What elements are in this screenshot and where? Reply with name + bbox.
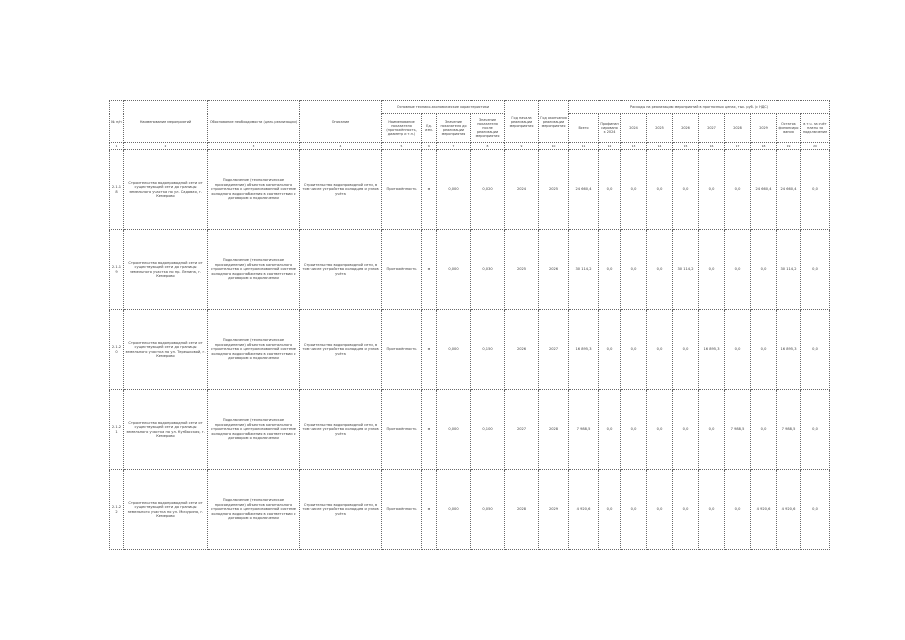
row-cost-2026: 0,0 xyxy=(673,470,699,550)
column-number: 17 xyxy=(725,143,751,150)
row-cost-2026: 0,0 xyxy=(673,150,699,230)
column-number-row xyxy=(110,143,830,150)
table-row xyxy=(110,390,830,470)
row-after: 0,150 xyxy=(471,310,505,390)
row-rest: 4 920,6 xyxy=(777,470,801,550)
header-tech-unit: Ед. изм. xyxy=(422,114,437,143)
row-goal: Подключение (технологическое присоединение) объектов капитального строительства к централизованной системе холодного водоснабжения в соответствии с договором о подключении xyxy=(208,230,300,310)
row-after: 0,030 xyxy=(471,230,505,310)
row-name: Строительство водопроводной сети от существующей сети до границы земельного участка по ул. Кузбасская, г. Кемерово xyxy=(124,390,208,470)
row-name: Строительство водопроводной сети от существующей сети до границы земельного участка по пр. Ленина, г. Кемерово xyxy=(124,230,208,310)
column-number: 16 xyxy=(699,143,725,150)
column-number: 9 xyxy=(505,143,539,150)
row-cost-2029: 24 660,4 xyxy=(751,150,777,230)
row-financed: 0,0 xyxy=(599,150,621,230)
row-financed: 0,0 xyxy=(599,470,621,550)
row-number: 2.1.22 xyxy=(110,470,124,550)
column-number: 1 xyxy=(110,143,124,150)
row-total: 16 895,3 xyxy=(569,310,599,390)
row-year-start: 2025 xyxy=(505,230,539,310)
row-connection: 0,0 xyxy=(801,390,830,470)
header-cost-2029: 2029 xyxy=(751,114,777,143)
row-cost-2029: 0,0 xyxy=(751,390,777,470)
row-cost-2025: 0,0 xyxy=(647,470,673,550)
row-cost-2025: 0,0 xyxy=(647,390,673,470)
row-cost-2028: 0,0 xyxy=(725,230,751,310)
row-cost-2027: 16 895,3 xyxy=(699,310,725,390)
header-num: № п/п xyxy=(110,101,124,143)
row-cost-2025: 0,0 xyxy=(647,310,673,390)
row-financed: 0,0 xyxy=(599,230,621,310)
investment-program-table xyxy=(109,100,830,550)
header-cost-2027: 2027 xyxy=(699,114,725,143)
header-cost-group: Расходы на реализацию мероприятий в прогнозных ценах, тыс. руб. (с НДС) xyxy=(569,101,830,114)
row-cost-2027: 0,0 xyxy=(699,230,725,310)
row-param: Протяжённость xyxy=(382,310,422,390)
table-row xyxy=(110,150,830,230)
row-year-end: 2026 xyxy=(539,230,569,310)
table-row xyxy=(110,470,830,550)
column-number: 2 xyxy=(124,143,208,150)
row-year-start: 2024 xyxy=(505,150,539,230)
row-unit: м xyxy=(422,150,437,230)
column-number: 18 xyxy=(751,143,777,150)
row-rest: 7 988,5 xyxy=(777,390,801,470)
row-total: 7 988,5 xyxy=(569,390,599,470)
header-row-group xyxy=(110,101,830,114)
column-number: 5 xyxy=(382,143,422,150)
column-number: 10 xyxy=(539,143,569,150)
header-cost-financed: Профинансировано к 2024 xyxy=(599,114,621,143)
column-number: 12 xyxy=(599,143,621,150)
row-cost-2027: 0,0 xyxy=(699,150,725,230)
row-cost-2028: 0,0 xyxy=(725,310,751,390)
row-after: 0,050 xyxy=(471,470,505,550)
row-cost-2028: 0,0 xyxy=(725,470,751,550)
row-name: Строительство водопроводной сети от существующей сети до границы земельного участка по ул. Мичурина, г. Кемерово xyxy=(124,470,208,550)
row-connection: 0,0 xyxy=(801,310,830,390)
row-description: Строительство водопроводной сети, в том числе устройство колодцев и узлов учёта xyxy=(300,230,382,310)
row-year-start: 2028 xyxy=(505,470,539,550)
row-total: 4 920,6 xyxy=(569,470,599,550)
row-param: Протяжённость xyxy=(382,150,422,230)
header-cost-2024: 2024 xyxy=(621,114,647,143)
row-before: 0,000 xyxy=(437,310,471,390)
row-financed: 0,0 xyxy=(599,310,621,390)
row-unit: м xyxy=(422,230,437,310)
row-description: Строительство водопроводной сети, в том числе устройство колодцев и узлов учёта xyxy=(300,150,382,230)
row-year-end: 2025 xyxy=(539,150,569,230)
column-number: 8 xyxy=(471,143,505,150)
header-cost-2028: 2028 xyxy=(725,114,751,143)
header-year-end: Год окончания реализации мероприятия xyxy=(539,101,569,143)
row-number: 2.1.21 xyxy=(110,390,124,470)
row-goal: Подключение (технологическое присоединение) объектов капитального строительства к централизованной системе холодного водоснабжения в соответствии с договором о подключении xyxy=(208,470,300,550)
row-unit: м xyxy=(422,310,437,390)
row-name: Строительство водопроводной сети от существующей сети до границы земельного участка по ул. Садовая, г. Кемерово xyxy=(124,150,208,230)
row-param: Протяжённость xyxy=(382,230,422,310)
header-tech-after: Значение показателя после реализации мероприятия xyxy=(471,114,505,143)
row-cost-2029: 0,0 xyxy=(751,310,777,390)
header-description: Описание xyxy=(300,101,382,143)
row-cost-2028: 0,0 xyxy=(725,150,751,230)
row-before: 0,000 xyxy=(437,230,471,310)
row-description: Строительство водопроводной сети, в том числе устройство колодцев и узлов учёта xyxy=(300,310,382,390)
row-rest: 30 114,2 xyxy=(777,230,801,310)
row-description: Строительство водопроводной сети, в том числе устройство колодцев и узлов учёта xyxy=(300,390,382,470)
row-after: 0,100 xyxy=(471,390,505,470)
header-name: Наименование мероприятий xyxy=(124,101,208,143)
row-number: 2.1.19 xyxy=(110,230,124,310)
row-goal: Подключение (технологическое присоединение) объектов капитального строительства к централизованной системе холодного водоснабжения в соответствии с договором о подключении xyxy=(208,390,300,470)
row-rest: 16 895,3 xyxy=(777,310,801,390)
row-connection: 0,0 xyxy=(801,150,830,230)
row-cost-2026: 0,0 xyxy=(673,310,699,390)
column-number: 13 xyxy=(621,143,647,150)
header-tech-param: Наименование показателя (протяжённость, диаметр и т.п.) xyxy=(382,114,422,143)
row-cost-2024: 0,0 xyxy=(621,150,647,230)
column-number: 11 xyxy=(569,143,599,150)
row-number: 2.1.20 xyxy=(110,310,124,390)
header-cost-total: Всего xyxy=(569,114,599,143)
row-total: 24 660,4 xyxy=(569,150,599,230)
row-cost-2026: 0,0 xyxy=(673,390,699,470)
header-goal: Обоснование необходимости (цель реализации) xyxy=(208,101,300,143)
row-year-end: 2028 xyxy=(539,390,569,470)
row-unit: м xyxy=(422,470,437,550)
row-connection: 0,0 xyxy=(801,470,830,550)
column-number: 4 xyxy=(300,143,382,150)
column-number: 3 xyxy=(208,143,300,150)
row-year-start: 2026 xyxy=(505,310,539,390)
header-cost-connection: в т.ч. за счёт платы за подключение xyxy=(801,114,830,143)
header-tech-group: Основные технико-экономические характеристики xyxy=(382,101,505,114)
header-cost-2026: 2026 xyxy=(673,114,699,143)
row-goal: Подключение (технологическое присоединение) объектов капитального строительства к централизованной системе холодного водоснабжения в соответствии с договором о подключении xyxy=(208,310,300,390)
table-row xyxy=(110,310,830,390)
row-year-end: 2027 xyxy=(539,310,569,390)
column-number: 19 xyxy=(777,143,801,150)
row-after: 0,020 xyxy=(471,150,505,230)
row-cost-2026: 30 114,2 xyxy=(673,230,699,310)
row-before: 0,000 xyxy=(437,470,471,550)
row-cost-2027: 0,0 xyxy=(699,390,725,470)
row-cost-2028: 7 988,5 xyxy=(725,390,751,470)
row-year-end: 2029 xyxy=(539,470,569,550)
column-number: 6 xyxy=(422,143,437,150)
row-param: Протяжённость xyxy=(382,470,422,550)
column-number: 20 xyxy=(801,143,830,150)
header-tech-before: Значение показателя до реализации мероприятия xyxy=(437,114,471,143)
header-year-start: Год начала реализации мероприятия xyxy=(505,101,539,143)
table-row xyxy=(110,230,830,310)
header-cost-rest: Остаток финансирования xyxy=(777,114,801,143)
row-financed: 0,0 xyxy=(599,390,621,470)
document-sheet xyxy=(109,100,828,540)
row-cost-2024: 0,0 xyxy=(621,310,647,390)
header-cost-2025: 2025 xyxy=(647,114,673,143)
row-cost-2025: 0,0 xyxy=(647,150,673,230)
row-cost-2029: 0,0 xyxy=(751,230,777,310)
table-body xyxy=(110,150,830,550)
row-before: 0,000 xyxy=(437,390,471,470)
row-goal: Подключение (технологическое присоединение) объектов капитального строительства к централизованной системе холодного водоснабжения в соответствии с договором о подключении xyxy=(208,150,300,230)
column-number: 7 xyxy=(437,143,471,150)
row-cost-2024: 0,0 xyxy=(621,390,647,470)
row-cost-2027: 0,0 xyxy=(699,470,725,550)
column-number: 14 xyxy=(647,143,673,150)
row-number: 2.1.18 xyxy=(110,150,124,230)
row-unit: м xyxy=(422,390,437,470)
row-cost-2024: 0,0 xyxy=(621,470,647,550)
row-connection: 0,0 xyxy=(801,230,830,310)
row-cost-2024: 0,0 xyxy=(621,230,647,310)
row-name: Строительство водопроводной сети от существующей сети до границы земельного участка по ул. Терешковой, г. Кемерово xyxy=(124,310,208,390)
row-total: 30 114,2 xyxy=(569,230,599,310)
row-description: Строительство водопроводной сети, в том числе устройство колодцев и узлов учёта xyxy=(300,470,382,550)
row-rest: 24 660,4 xyxy=(777,150,801,230)
row-cost-2029: 4 920,6 xyxy=(751,470,777,550)
column-number: 15 xyxy=(673,143,699,150)
row-param: Протяжённость xyxy=(382,390,422,470)
row-year-start: 2027 xyxy=(505,390,539,470)
row-cost-2025: 0,0 xyxy=(647,230,673,310)
row-before: 0,000 xyxy=(437,150,471,230)
